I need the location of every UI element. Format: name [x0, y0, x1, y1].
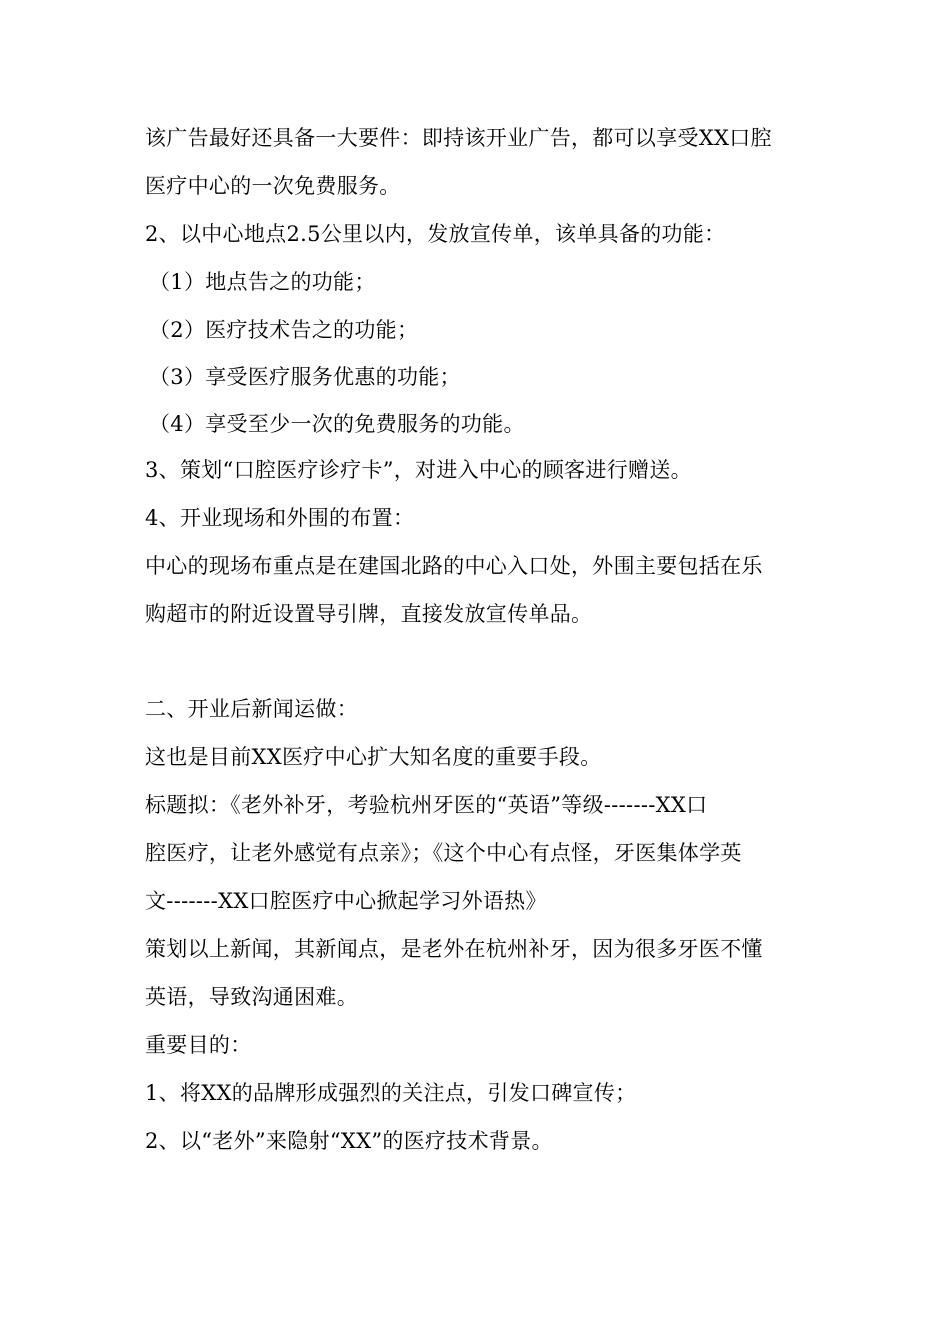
list-item-line: 3、策划“口腔医疗诊疗卡”，对进入中心的顾客进行赠送。	[145, 458, 692, 482]
sub-list-item: （4）享受至少一次的免费服务的功能。	[149, 412, 525, 436]
paragraph-line: 策划以上新闻，其新闻点，是老外在杭州补牙，因为很多牙医不懂	[145, 937, 763, 961]
list-item-line: 2、以中心地点2.5公里以内，发放宣传单，该单具备的功能：	[145, 222, 726, 246]
sub-list-item: （3）享受医疗服务优惠的功能；	[149, 365, 461, 389]
paragraph-line: 中心的现场布重点是在建国北路的中心入口处，外围主要包括在乐	[145, 554, 763, 578]
sub-list-item: （2）医疗技术告之的功能；	[149, 318, 419, 342]
paragraph-line: 购超市的附近设置导引牌，直接发放宣传单品。	[145, 602, 593, 626]
paragraph-line: 重要目的：	[145, 1033, 252, 1057]
list-item-line: 1、将XX的品牌形成强烈的关注点，引发口碑宣传；	[145, 1081, 637, 1105]
section-heading: 二、开业后新闻运做：	[145, 697, 358, 721]
paragraph-line: 标题拟：《老外补牙，考验杭州牙医的“英语”等级-------XX口	[145, 793, 708, 817]
sub-list-item: （1）地点告之的功能；	[149, 270, 376, 294]
paragraph-line: 医疗中心的一次免费服务。	[145, 174, 401, 198]
paragraph-line: 英语，导致沟通困难。	[145, 985, 358, 1009]
paragraph-line: 这也是目前XX医疗中心扩大知名度的重要手段。	[145, 745, 602, 769]
list-item-line: 2、以“老外”来隐射“XX”的医疗技术背景。	[145, 1129, 553, 1153]
paragraph-line: 该广告最好还具备一大要件：即持该开业广告，都可以享受XX口腔	[145, 126, 772, 150]
paragraph-line: 文-------XX口腔医疗中心掀起学习外语热》	[145, 889, 547, 913]
list-item-line: 4、开业现场和外围的布置：	[145, 506, 415, 530]
paragraph-line: 腔医疗，让老外感觉有点亲》；《这个中心有点怪，牙医集体学英	[145, 841, 742, 865]
